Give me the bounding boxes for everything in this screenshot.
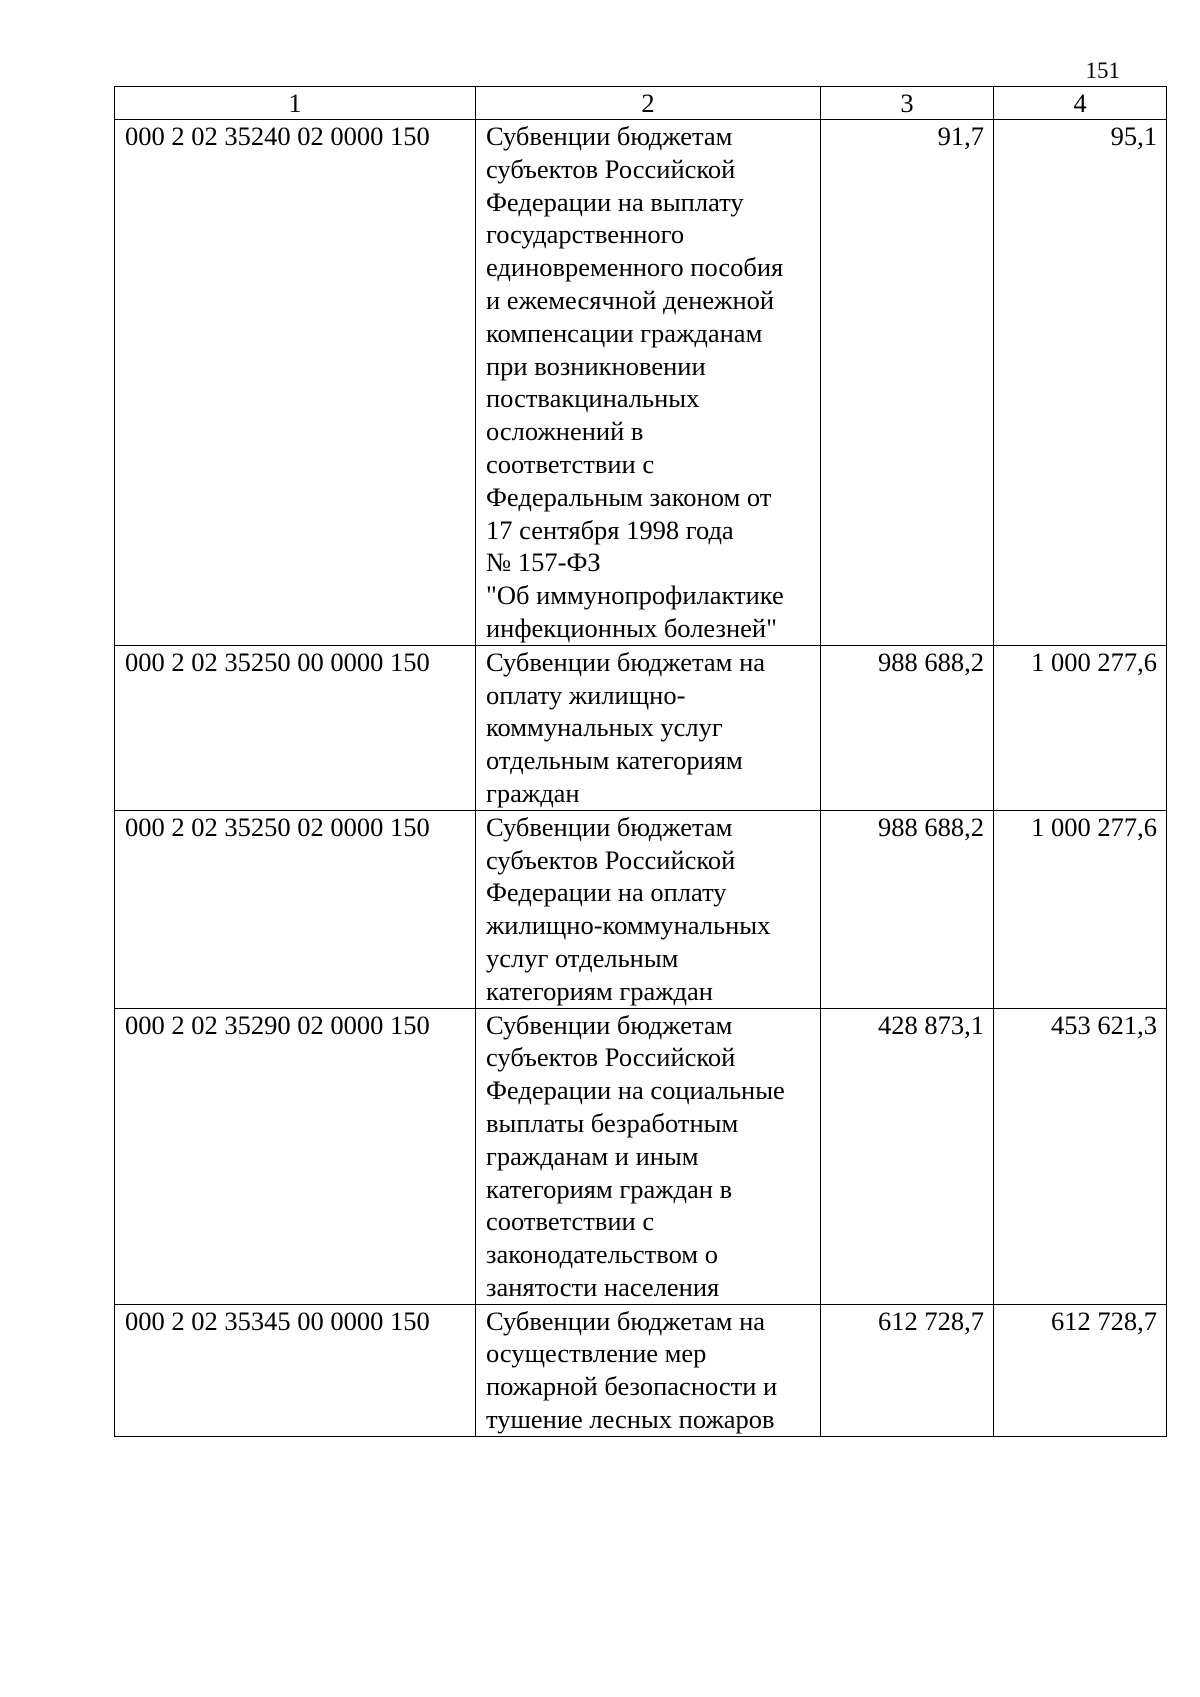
budget-code-cell: 000 2 02 35240 02 0000 150 (115, 120, 476, 646)
amount-cell-col3: 91,7 (821, 120, 994, 646)
description-line: Федерации на выплату (486, 186, 744, 217)
description-line: единовременного пособия (486, 252, 784, 283)
description-line: Субвенции бюджетам на (486, 646, 766, 677)
description-line: поствакцинальных (486, 383, 700, 414)
description-line: коммунальных услуг (486, 712, 723, 743)
description-line: Федерации на социальные (486, 1075, 785, 1106)
column-header-4: 4 (994, 87, 1167, 120)
description-line: Субвенции бюджетам (486, 121, 733, 151)
column-header-3: 3 (821, 87, 994, 120)
description-cell (476, 810, 821, 1008)
description-line: категориям граждан (486, 975, 713, 1006)
description-line: субъектов Российской (486, 153, 736, 184)
description-line: категориям граждан в (486, 1173, 733, 1204)
description-line: 17 сентября 1998 года (486, 514, 734, 545)
amount-cell-col4: 612 728,7 (994, 1304, 1167, 1436)
description-line: граждан (486, 777, 580, 808)
description-line: отдельным категориям (486, 745, 743, 776)
description-line: пожарной безопасности и (486, 1371, 778, 1402)
description-line: соответствии с (486, 1206, 655, 1237)
description-line: компенсации гражданам (486, 317, 763, 348)
amount-cell-col4: 1 000 277,6 (994, 645, 1167, 810)
description-line: гражданам и иным (486, 1140, 699, 1171)
amount-cell-col4: 95,1 (994, 120, 1167, 646)
description-line: услуг отдельным (486, 942, 679, 973)
description-line: занятости населения (486, 1271, 720, 1302)
table-header-row (115, 87, 1167, 120)
description-line: Субвенции бюджетам (486, 811, 733, 842)
budget-code-cell: 000 2 02 35250 02 0000 150 (115, 810, 476, 1008)
amount-cell-col3: 988 688,2 (821, 810, 994, 1008)
description-line: тушение лесных пожаров (486, 1404, 775, 1435)
description-line: жилищно-коммунальных (486, 910, 771, 941)
description-line: государственного (486, 219, 685, 250)
table-row (115, 1008, 1167, 1304)
table-row (115, 1304, 1167, 1436)
amount-cell-col3: 988 688,2 (821, 645, 994, 810)
description-line: Федерации на оплату (486, 877, 727, 908)
description-line: осуществление мер (486, 1338, 707, 1369)
budget-code-cell: 000 2 02 35250 00 0000 150 (115, 645, 476, 810)
table-row (115, 810, 1167, 1008)
amount-cell-col4: 453 621,3 (994, 1008, 1167, 1304)
budget-code-cell: 000 2 02 35345 00 0000 150 (115, 1304, 476, 1436)
description-line: инфекционных болезней" (486, 612, 777, 643)
page-number: 151 (1085, 58, 1120, 83)
column-header-2: 2 (476, 87, 821, 120)
description-cell (476, 645, 821, 810)
description-line: соответствии с (486, 448, 655, 479)
description-line: осложнений в (486, 416, 644, 447)
description-line: № 157-ФЗ (486, 547, 601, 578)
amount-cell-col3: 428 873,1 (821, 1008, 994, 1304)
table-row (115, 120, 1167, 646)
amount-cell-col3: 612 728,7 (821, 1304, 994, 1436)
description-cell (476, 1304, 821, 1436)
description-line: субъектов Российской (486, 844, 736, 875)
table-row (115, 645, 1167, 810)
column-header-1: 1 (115, 87, 476, 120)
description-cell (476, 120, 821, 646)
description-line: при возникновении (486, 350, 706, 381)
description-line: и ежемесячной денежной (486, 284, 775, 315)
description-line: Субвенции бюджетам на (486, 1305, 766, 1336)
table-body (115, 120, 1167, 1437)
budget-code-cell: 000 2 02 35290 02 0000 150 (115, 1008, 476, 1304)
description-line: субъектов Российской (486, 1042, 736, 1073)
description-line: Федеральным законом от (486, 481, 772, 512)
budget-table (114, 86, 1167, 1437)
description-line: Субвенции бюджетам (486, 1009, 733, 1040)
description-line: выплаты безработным (486, 1107, 739, 1138)
description-line: "Об иммунопрофилактике (486, 580, 784, 611)
amount-cell-col4: 1 000 277,6 (994, 810, 1167, 1008)
description-cell (476, 1008, 821, 1304)
description-line: законодательством о (486, 1239, 718, 1270)
description-line: оплату жилищно- (486, 679, 686, 710)
